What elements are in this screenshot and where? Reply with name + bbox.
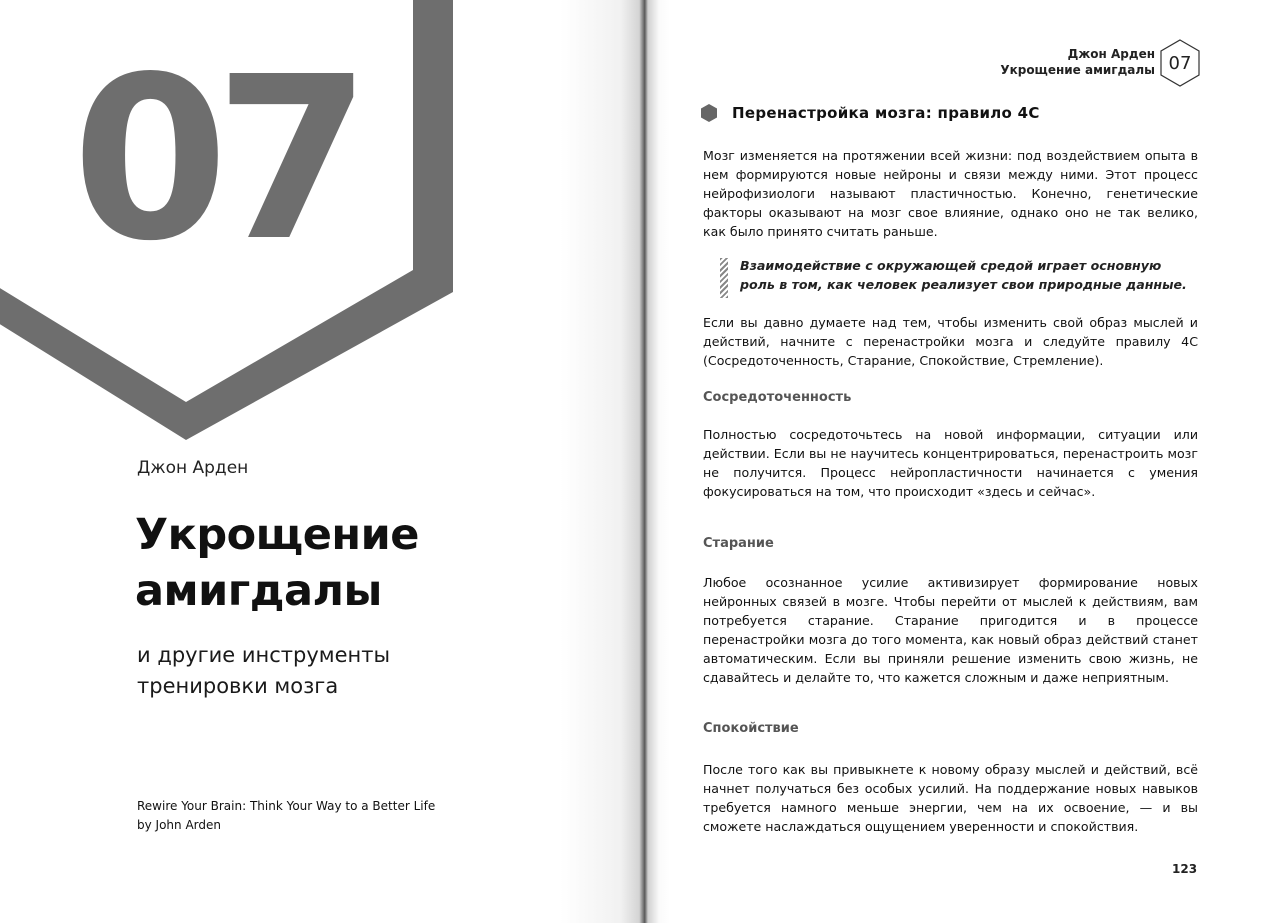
- rule-paragraph: Если вы давно думаете над тем, чтобы изменить свой образ мыслей и действий, начните с перенастройки мозга и следуйте правилу 4С (Сосредоточенность, Старание, Спокойствие, Стремление).: [703, 315, 1198, 368]
- running-head-title: Укрощение амигдалы: [1000, 63, 1155, 77]
- subtitle-line-2: тренировки мозга: [137, 674, 339, 698]
- subtitle-line-1: и другие инструменты: [137, 643, 391, 667]
- section-heading-text: Перенастройка мозга: правило 4С: [732, 104, 1040, 122]
- chapter-hexagon-badge: [1158, 38, 1202, 88]
- original-title: Rewire Your Brain: Think Your Way to a Better Life: [137, 799, 436, 813]
- effort-paragraph: Любое осознанное усилие активизирует формирование новых нейронных связей в мозге. Чтобы перейти от мыслей к действиям, вам потребуется старание. Старание пригодится и в процессе перенастройки мозга до того момента, как новый образ действий станет автоматическим. Если вы приняли решение изменить свою жизнь, не сдавайтесь и делайте то, что кажется сложным и даже неприятным.: [703, 575, 1198, 685]
- pull-quote: [720, 256, 1198, 298]
- book-title-line-1: Укрощение: [135, 510, 419, 560]
- page-number: 123: [1172, 862, 1198, 876]
- book-spine-gutter: [560, 0, 670, 923]
- focus-paragraph: Полностью сосредоточьтесь на новой информации, ситуации или действии. Если вы не научитесь концентрироваться, перенастроить мозг не получится. Процесс нейропластичности начинается с умения фокусироваться на том, что происходит «здесь и сейчас».: [703, 427, 1198, 499]
- quote-bar-icon: [720, 258, 728, 298]
- running-head: [1000, 46, 1155, 78]
- running-head-author: Джон Арден: [1067, 47, 1155, 61]
- intro-paragraph: Мозг изменяется на протяжении всей жизни: под воздействием опыта в нем формируются новые нейроны и связи между ними. Этот процесс нейрофизиологи называют пластичностью. Конечно, генетические факторы оказывают на мозг свое влияние, однако оно не так велико, как было принято считать раньше.: [703, 148, 1198, 239]
- hexagon-bullet-icon: [700, 103, 718, 123]
- book-subtitle: [137, 640, 537, 702]
- subheading-calm: Спокойствие: [703, 721, 799, 736]
- subheading-focus: Сосредоточенность: [703, 390, 852, 405]
- book-title: [135, 507, 555, 619]
- original-author: by John Arden: [137, 818, 221, 832]
- book-title-line-2: амигдалы: [135, 566, 382, 616]
- chapter-badge-number: 07: [1168, 53, 1192, 74]
- original-edition-info: [137, 797, 557, 835]
- quote-text: Взаимодействие с окружающей средой играет основную роль в том, как человек реализует свои природные данные.: [740, 258, 1187, 292]
- author-name: Джон Арден: [137, 458, 249, 478]
- left-page: [0, 0, 636, 923]
- chapter-number: 07: [72, 29, 358, 291]
- section-heading: [700, 103, 1200, 123]
- calm-paragraph: После того как вы привыкнете к новому образу мыслей и действий, всё начнет получаться без особых усилий. На поддержание новых навыков требуется намного меньше энергии, чем на их освоение, — и вы сможете наслаждаться ощущением уверенности и спокойствия.: [703, 762, 1198, 834]
- subheading-effort: Старание: [703, 536, 774, 551]
